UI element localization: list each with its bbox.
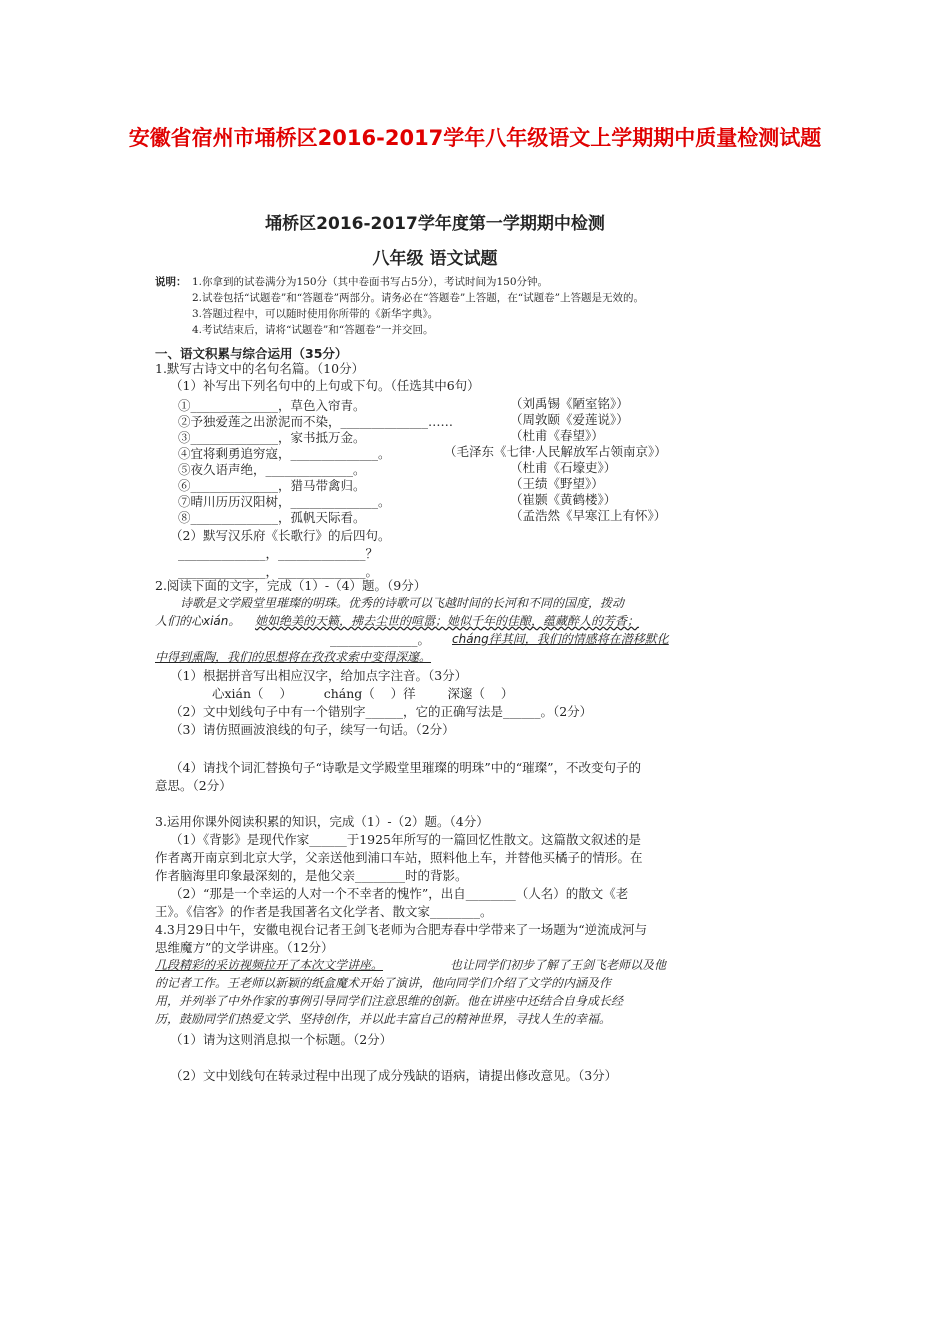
passage-line: 诗歌是文学殿堂里璀璨的明珠。优秀的诗歌可以飞越时间的长河和不同的国度，拨动 [180,596,625,610]
question-3-line: 作者离开南京到北京大学，父亲送他到浦口车站，照料他上车，并替他买橘子的情形。在 [155,850,643,865]
poem-line: ③______________，家书抵万金。 [178,430,366,445]
section-heading: 一、语文积累与综合运用（35分） [155,346,348,361]
article-line: 历，鼓励同学们热爱文学、坚持创作，并以此丰富自己的精神世界，寻找人生的幸福。 [155,1012,612,1026]
poem-source: （崔颢《黄鹤楼》） [510,492,617,507]
passage-underlined-line: 中得到熏陶，我们的思想将在孜孜求索中变得深邃。 [155,650,432,664]
poem-line: ①______________，草色入帘青。 [178,398,366,413]
poem-source: （孟浩然《早寒江上有怀》） [510,508,667,523]
notes-label: 说明： [155,276,187,288]
question-2-sub2: （2）文中划线句子中有一个错别字______，它的正确写法是______。（2分） [170,704,593,719]
question-3-line: （1）《背影》是现代作家______于1925年所写的一篇回忆性散文。这篇散文叙述的是 [170,832,642,847]
poem-source: （毛泽东《七律·人民解放军占领南京》） [444,444,667,459]
article-line: 用，并列举了中外作家的事例引导同学们注意思维的创新。他在讲座中还结合自身成长经 [155,994,624,1008]
poem-line: ⑧______________，孤帆天际看。 [178,510,366,525]
article-line: 也让同学们初步了解了王剑飞老师以及他 [450,958,667,972]
poem-line: ⑥______________，猎马带禽归。 [178,478,366,493]
article-underlined-line: 几段精彩的采访视频拉开了本次文学讲座。 [155,958,384,972]
poem-source: （周敦颐《爱莲说》） [510,412,629,427]
poem-source: （王绩《野望》） [510,476,604,491]
note-line: 2.试卷包括“试题卷”和“答题卷”两部分。请务必在“答题卷”上答题，在“试题卷”上答题是无效的。 [192,292,644,304]
question-3-title: 3.运用你课外阅读积累的知识，完成（1）-（2）题。（4分） [155,814,489,829]
poem-source: （杜甫《春望》） [510,428,604,443]
question-2-title: 2.阅读下面的文字，完成（1）-（4）题。（9分） [155,578,427,593]
note-line: 1.你拿到的试卷满分为150分（其中卷面书写占5分），考试时间为150分钟。 [192,276,549,288]
article-line: 的记者工作。王老师以新颖的纸盒魔术开始了演讲，他向同学们介绍了文学的内涵及作 [155,976,612,990]
exam-title: 埇桥区2016-2017学年度第一学期期中检测 [265,214,605,234]
question-4-intro: 思维魔方”的文学讲座。（12分） [155,940,334,955]
question-4-sub1: （1）请为这则消息拟一个标题。（2分） [170,1032,393,1047]
question-3-line: 作者脑海里印象最深刻的，是他父亲________时的背影。 [155,868,468,883]
answer-blank: ______________。 [330,632,431,647]
question-1-sub2: （2）默写汉乐府《长歌行》的后四句。 [170,528,391,543]
question-1-sub1: （1）补写出下列名句中的上句或下句。（任选其中6句） [170,378,480,393]
question-1-title: 1.默写古诗文中的名句名篇。（10分） [155,361,365,376]
passage-underlined-line: cháng徉其间，我们的情感将在潜移默化 [452,632,669,646]
question-4-intro: 4.3月29日中午，安徽电视台记者王剑飞老师为合肥寿春中学带来了一场题为“逆流成河与 [155,922,648,937]
question-2-sub1: （1）根据拼音写出相应汉字，给加点字注音。（3分） [170,668,468,683]
question-2-sub3: （3）请仿照画波浪线的句子，续写一句话。（2分） [170,722,455,737]
poem-source: （杜甫《石壕吏》） [510,460,617,475]
note-line: 3.答题过程中，可以随时使用你所带的《新华字典》。 [192,308,439,320]
note-line: 4.考试结束后，请将“试题卷”和“答题卷”一并交回。 [192,324,434,336]
poem-source: （刘禹锡《陋室铭》） [510,396,629,411]
poem-line: ②予独爱莲之出淤泥而不染，______________…… [178,414,454,429]
poem-line: ④宜将剩勇追穷寇，______________。 [178,446,391,461]
question-4-sub2: （2）文中划线句在转录过程中出现了成分残缺的语病，请提出修改意见。（3分） [170,1068,618,1083]
poem-line: ⑦晴川历历汉阳树，______________。 [178,494,391,509]
answer-blank: ______________，______________。 [178,564,379,579]
scanned-exam-page [150,195,720,1085]
question-3-line: 王》。《信客》的作者是我国著名文化学者、散文家________。 [155,904,493,919]
passage-wavy-line: 她如绝美的天籁，拂去尘世的喧嚣；她似千年的佳酿，蕴藏醉人的芳香； [255,614,640,628]
document-title: 安徽省宿州市埇桥区2016-2017学年八年级语文上学期期中质量检测试题 [128,126,822,150]
answer-blank: ______________，______________？ [178,546,379,561]
passage-line: 人们的心xián。 [155,614,241,628]
poem-line: ⑤夜久语声绝，______________。 [178,462,366,477]
exam-subtitle: 八年级 语文试题 [372,249,498,269]
question-2-sub4-cont: 意思。（2分） [155,778,232,793]
question-2-sub1-blanks: 心xián（ ） cháng（ ）徉 深邃（ ） [212,686,514,701]
question-3-line: （2）“那是一个幸运的人对一个不幸者的愧怍”，出自________（人名）的散文《老 [170,886,629,901]
question-2-sub4: （4）请找个词汇替换句子“诗歌是文学殿堂里璀璨的明珠”中的“璀璨”，不改变句子的 [170,760,642,775]
